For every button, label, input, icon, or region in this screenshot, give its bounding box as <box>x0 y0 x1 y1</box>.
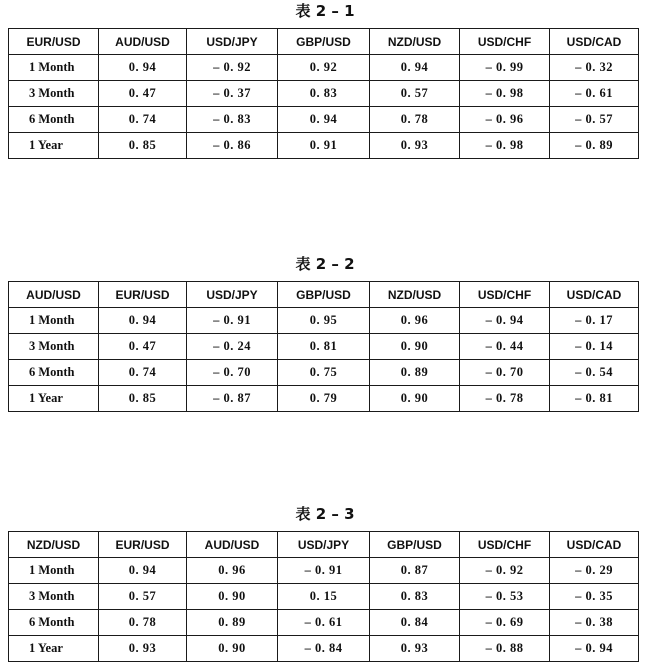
table-row <box>9 308 639 334</box>
correlation-value: 0. 93 <box>99 636 187 662</box>
base-pair-header: NZD/USD <box>9 532 99 558</box>
column-header: EUR/USD <box>99 532 187 558</box>
table-row <box>9 610 639 636</box>
correlation-value: 0. 74 <box>99 360 187 386</box>
correlation-value: 0. 78 <box>370 107 460 133</box>
table-row <box>9 584 639 610</box>
correlation-value: 0. 93 <box>370 636 460 662</box>
correlation-value: – 0. 54 <box>550 360 639 386</box>
correlation-value: – 0. 87 <box>187 386 278 412</box>
correlation-value: 0. 90 <box>187 636 278 662</box>
period-label: 6 Month <box>9 610 99 636</box>
correlation-value: 0. 78 <box>99 610 187 636</box>
correlation-value: – 0. 70 <box>460 360 550 386</box>
correlation-value: 0. 83 <box>370 584 460 610</box>
table-row <box>9 81 639 107</box>
column-header: EUR/USD <box>99 282 187 308</box>
correlation-value: 0. 85 <box>99 386 187 412</box>
correlation-value: 0. 90 <box>370 334 460 360</box>
base-pair-header: AUD/USD <box>9 282 99 308</box>
correlation-value: 0. 81 <box>278 334 370 360</box>
table-row <box>9 133 639 159</box>
column-header: USD/JPY <box>187 29 278 55</box>
correlation-value: – 0. 96 <box>460 107 550 133</box>
column-header: USD/CHF <box>460 29 550 55</box>
correlation-value: 0. 94 <box>99 558 187 584</box>
column-header: NZD/USD <box>370 282 460 308</box>
correlation-value: 0. 89 <box>187 610 278 636</box>
correlation-value: 0. 90 <box>187 584 278 610</box>
correlation-value: 0. 89 <box>370 360 460 386</box>
correlation-value: – 0. 89 <box>550 133 639 159</box>
correlation-value: 0. 84 <box>370 610 460 636</box>
correlation-value: 0. 83 <box>278 81 370 107</box>
period-label: 3 Month <box>9 334 99 360</box>
period-label: 6 Month <box>9 107 99 133</box>
correlation-value: – 0. 70 <box>187 360 278 386</box>
correlation-value: 0. 87 <box>370 558 460 584</box>
correlation-value: – 0. 91 <box>187 308 278 334</box>
correlation-value: 0. 47 <box>99 334 187 360</box>
period-label: 6 Month <box>9 360 99 386</box>
correlation-table <box>8 281 639 412</box>
column-header: USD/CHF <box>460 532 550 558</box>
correlation-value: 0. 74 <box>99 107 187 133</box>
header-row <box>9 29 639 55</box>
correlation-value: 0. 94 <box>99 55 187 81</box>
table-block-2-1 <box>0 0 650 22</box>
correlation-value: – 0. 98 <box>460 133 550 159</box>
column-header: USD/JPY <box>278 532 370 558</box>
correlation-value: 0. 92 <box>278 55 370 81</box>
correlation-value: – 0. 14 <box>550 334 639 360</box>
base-pair-header: EUR/USD <box>9 29 99 55</box>
table-caption: 表 2 – 1 <box>295 2 355 20</box>
correlation-value: 0. 94 <box>370 55 460 81</box>
table-block-2-3 <box>0 503 650 525</box>
correlation-value: – 0. 61 <box>550 81 639 107</box>
column-header: AUD/USD <box>187 532 278 558</box>
table-row <box>9 386 639 412</box>
correlation-value: – 0. 69 <box>460 610 550 636</box>
correlation-value: – 0. 92 <box>460 558 550 584</box>
column-header: GBP/USD <box>278 282 370 308</box>
period-label: 1 Month <box>9 308 99 334</box>
correlation-value: – 0. 17 <box>550 308 639 334</box>
correlation-value: 0. 85 <box>99 133 187 159</box>
header-row <box>9 282 639 308</box>
table-row <box>9 360 639 386</box>
period-label: 3 Month <box>9 584 99 610</box>
period-label: 1 Year <box>9 636 99 662</box>
table-row <box>9 334 639 360</box>
correlation-value: 0. 79 <box>278 386 370 412</box>
correlation-value: – 0. 94 <box>550 636 639 662</box>
period-label: 1 Month <box>9 558 99 584</box>
correlation-value: – 0. 29 <box>550 558 639 584</box>
correlation-value: 0. 94 <box>278 107 370 133</box>
correlation-value: – 0. 35 <box>550 584 639 610</box>
correlation-value: – 0. 44 <box>460 334 550 360</box>
correlation-value: – 0. 37 <box>187 81 278 107</box>
correlation-value: – 0. 86 <box>187 133 278 159</box>
correlation-value: 0. 93 <box>370 133 460 159</box>
period-label: 1 Month <box>9 55 99 81</box>
column-header: USD/CAD <box>550 532 639 558</box>
period-label: 1 Year <box>9 386 99 412</box>
correlation-value: 0. 96 <box>370 308 460 334</box>
correlation-table <box>8 28 639 159</box>
correlation-value: – 0. 92 <box>187 55 278 81</box>
column-header: USD/CAD <box>550 282 639 308</box>
correlation-value: 0. 96 <box>187 558 278 584</box>
correlation-value: – 0. 32 <box>550 55 639 81</box>
column-header: AUD/USD <box>99 29 187 55</box>
correlation-value: – 0. 38 <box>550 610 639 636</box>
table-block-2-2 <box>0 253 650 275</box>
correlation-value: – 0. 61 <box>278 610 370 636</box>
correlation-value: 0. 47 <box>99 81 187 107</box>
column-header: GBP/USD <box>278 29 370 55</box>
period-label: 3 Month <box>9 81 99 107</box>
correlation-value: 0. 15 <box>278 584 370 610</box>
correlation-value: 0. 57 <box>99 584 187 610</box>
correlation-value: – 0. 94 <box>460 308 550 334</box>
correlation-value: – 0. 84 <box>278 636 370 662</box>
correlation-value: – 0. 53 <box>460 584 550 610</box>
correlation-value: – 0. 83 <box>187 107 278 133</box>
column-header: USD/JPY <box>187 282 278 308</box>
correlation-value: 0. 75 <box>278 360 370 386</box>
correlation-value: 0. 94 <box>99 308 187 334</box>
correlation-value: 0. 95 <box>278 308 370 334</box>
header-row <box>9 532 639 558</box>
correlation-value: – 0. 91 <box>278 558 370 584</box>
correlation-value: 0. 90 <box>370 386 460 412</box>
correlation-value: – 0. 81 <box>550 386 639 412</box>
table-row <box>9 558 639 584</box>
column-header: USD/CHF <box>460 282 550 308</box>
correlation-value: – 0. 99 <box>460 55 550 81</box>
correlation-value: – 0. 88 <box>460 636 550 662</box>
column-header: NZD/USD <box>370 29 460 55</box>
table-caption: 表 2 – 3 <box>295 505 355 523</box>
correlation-value: 0. 91 <box>278 133 370 159</box>
period-label: 1 Year <box>9 133 99 159</box>
correlation-value: – 0. 98 <box>460 81 550 107</box>
column-header: USD/CAD <box>550 29 639 55</box>
correlation-value: 0. 57 <box>370 81 460 107</box>
correlation-value: – 0. 24 <box>187 334 278 360</box>
correlation-value: – 0. 78 <box>460 386 550 412</box>
table-caption: 表 2 – 2 <box>295 255 355 273</box>
column-header: GBP/USD <box>370 532 460 558</box>
table-row <box>9 636 639 662</box>
table-row <box>9 55 639 81</box>
correlation-table <box>8 531 639 662</box>
table-row <box>9 107 639 133</box>
correlation-value: – 0. 57 <box>550 107 639 133</box>
